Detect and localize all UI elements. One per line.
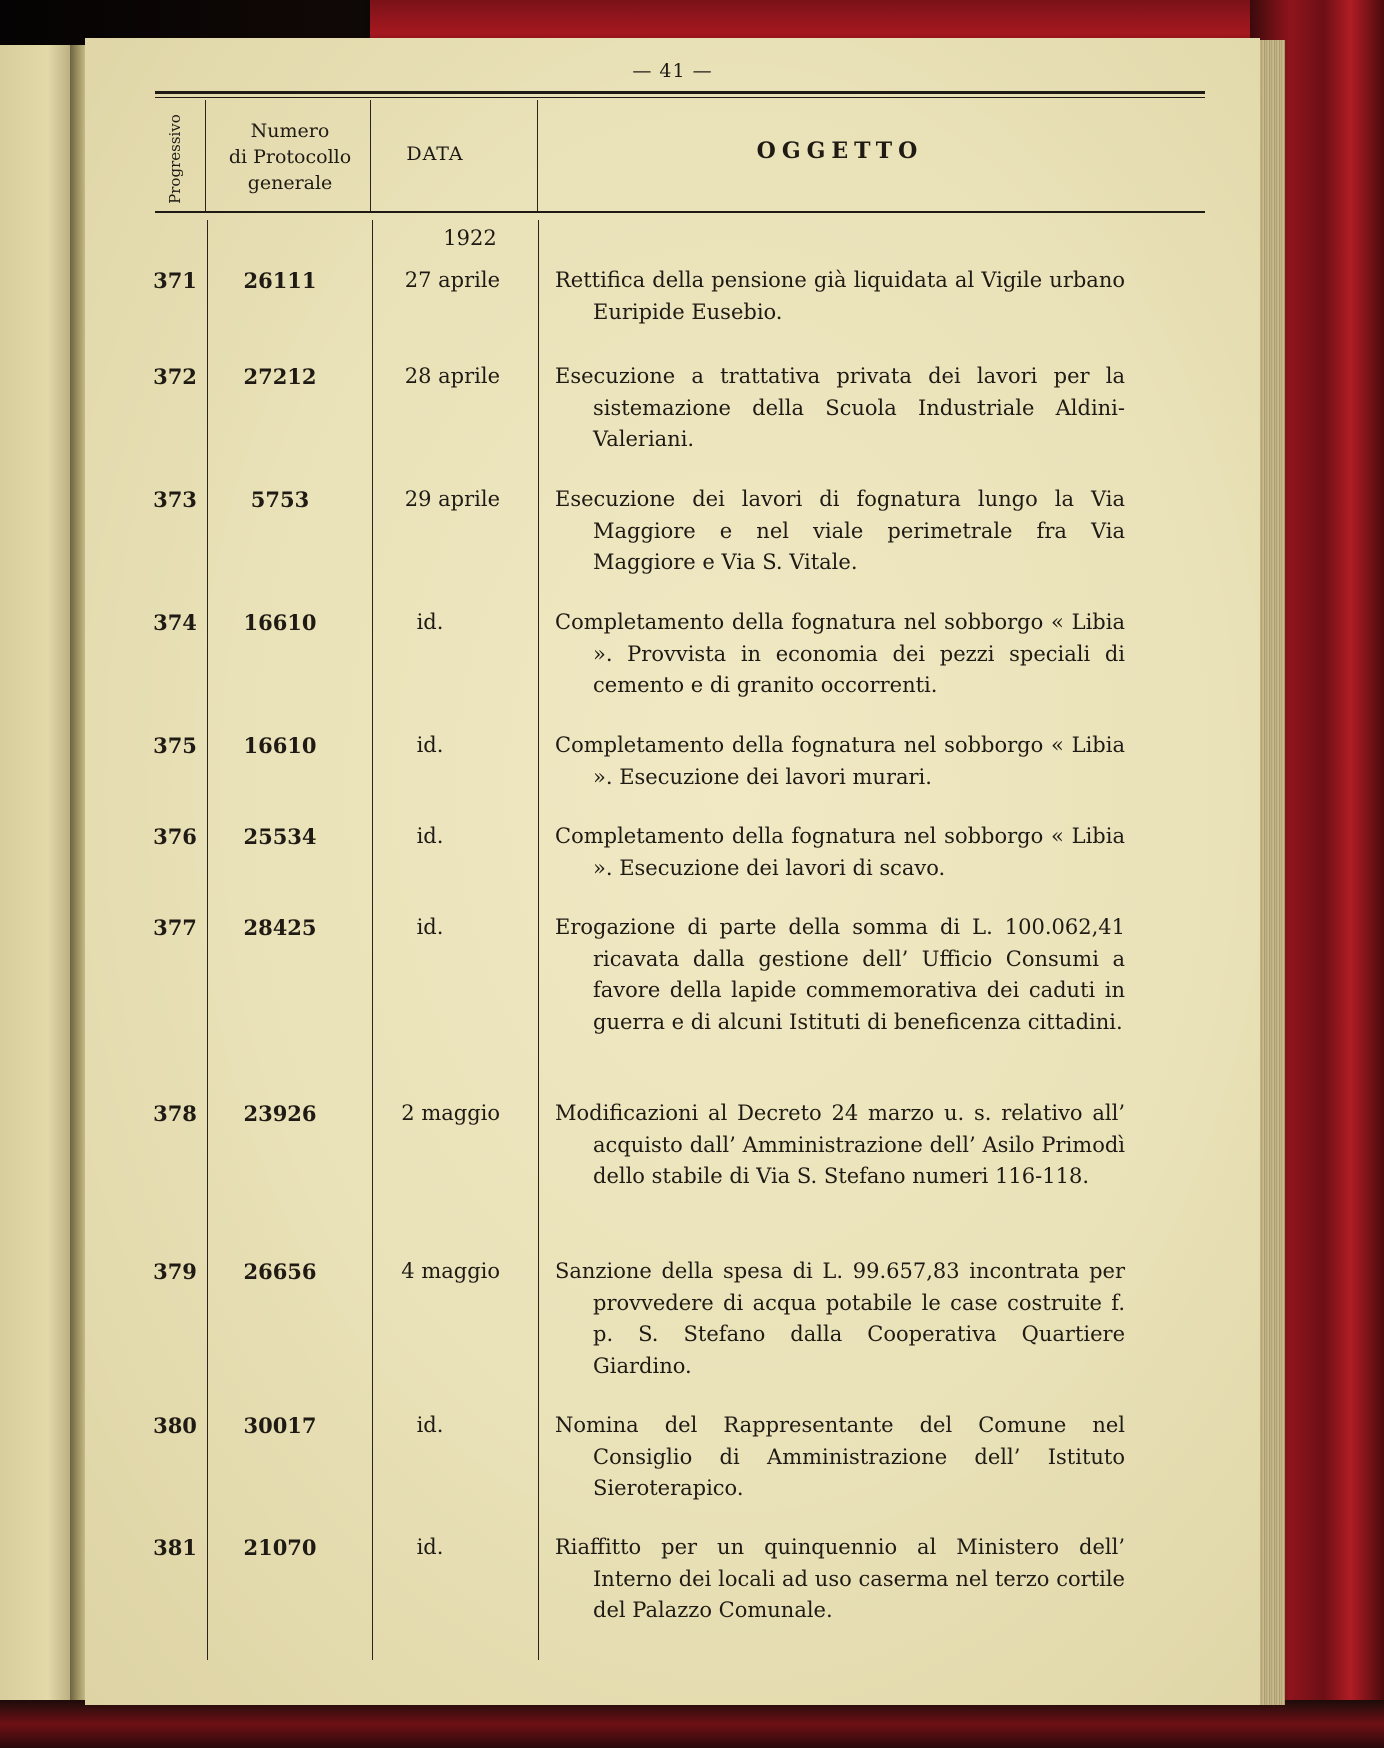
entry-date: 29 aprile — [404, 487, 500, 511]
entry-date: 4 maggio — [401, 1259, 500, 1283]
entry-oggetto: Sanzione della spesa di L. 99.657,83 incontrata per provvedere di acqua potabile le case costruite f. p. S. Stefano dalla Cooperativa Quartiere Giardino. — [555, 1259, 1125, 1378]
entry-oggetto: Completamento della fognatura nel sobborgo « Libia ». Esecuzione dei lavori di scavo. — [555, 824, 1125, 880]
entry-progressivo: 380 — [153, 1413, 197, 1438]
column-divider-1-body — [207, 220, 208, 1660]
entry-date: 28 aprile — [404, 364, 500, 388]
header-oggetto: OGGETTO — [756, 138, 924, 164]
left-page-edge — [0, 45, 80, 1700]
entry-date: id. — [416, 733, 444, 757]
entry-protocollo: 16610 — [243, 610, 317, 635]
entry-protocollo: 26656 — [243, 1259, 317, 1284]
entry-oggetto: Completamento della fognatura nel sobborgo « Libia ». Provvista in economia dei pezzi speciali di cemento e di granito occorrenti. — [555, 610, 1125, 697]
entry-date: id. — [416, 915, 444, 939]
header-progressivo — [147, 113, 203, 205]
ledger-page — [85, 38, 1260, 1705]
entry-oggetto: Esecuzione a trattativa privata dei lavori per la sistemazione della Scuola Industriale Aldini-Valeriani. — [555, 364, 1125, 451]
entry-oggetto: Modificazioni al Decreto 24 marzo u. s. relativo all’ acquisto dall’ Amministrazione dell’ Asilo Primodì dello stabile di Via S. Stefano numeri 116-118. — [555, 1101, 1125, 1188]
entry-protocollo: 26111 — [243, 268, 317, 293]
entry-progressivo: 378 — [153, 1101, 197, 1126]
page-number: — 41 — — [632, 60, 713, 82]
entry-protocollo: 25534 — [243, 824, 317, 849]
entry-progressivo: 375 — [153, 733, 197, 758]
entry-progressivo: 373 — [153, 487, 197, 512]
entry-oggetto: Completamento della fognatura nel sobborgo « Libia ». Esecuzione dei lavori murari. — [555, 733, 1125, 789]
header-numero-protocollo: Numero di Protocollo generale — [228, 120, 352, 194]
entry-oggetto: Nomina del Rappresentante del Comune nel Consiglio di Amministrazione dell’ Istituto Sieroterapico. — [555, 1413, 1125, 1500]
column-divider-3-body — [538, 220, 539, 1660]
entry-progressivo: 381 — [153, 1535, 197, 1560]
year-label: 1922 — [443, 226, 497, 250]
entry-oggetto: Esecuzione dei lavori di fognatura lungo la Via Maggiore e nel viale perimetrale fra Via Maggiore e Via S. Vitale. — [555, 487, 1125, 574]
entry-date: id. — [416, 610, 444, 634]
entry-oggetto: Riaffitto per un quinquennio al Ministero dell’ Interno dei locali ad uso caserma nel terzo cortile del Palazzo Comunale. — [555, 1535, 1125, 1622]
entry-protocollo: 28425 — [243, 915, 317, 940]
entry-oggetto: Erogazione di parte della somma di L. 100.062,41 ricavata dalla gestione dell’ Ufficio Consumi a favore della lapide commemorativa dei caduti in guerra e di alcuni Istituti di beneficenza cittadini. — [555, 915, 1125, 1034]
binding-cover-bottom — [0, 1700, 1384, 1748]
header-progressivo-label: Progressivo — [166, 114, 184, 204]
entry-protocollo: 30017 — [243, 1413, 317, 1438]
entry-progressivo: 376 — [153, 824, 197, 849]
entry-protocollo: 16610 — [243, 733, 317, 758]
header-rule-thick — [155, 91, 1205, 94]
entry-protocollo: 21070 — [243, 1535, 317, 1560]
entry-progressivo: 374 — [153, 610, 197, 635]
entry-progressivo: 379 — [153, 1259, 197, 1284]
entry-progressivo: 372 — [153, 364, 197, 389]
entry-date: id. — [416, 1413, 444, 1437]
entry-date: 2 maggio — [401, 1101, 500, 1125]
header-rule-bottom — [155, 211, 1205, 213]
header-data: DATA — [406, 143, 464, 165]
entry-oggetto: Rettifica della pensione già liquidata al Vigile urbano Euripide Eusebio. — [555, 268, 1125, 324]
entry-date: id. — [416, 1535, 444, 1559]
entry-progressivo: 371 — [153, 268, 197, 293]
entry-date: id. — [416, 824, 444, 848]
entry-protocollo: 5753 — [250, 487, 310, 512]
entry-protocollo: 23926 — [243, 1101, 317, 1126]
entry-date: 27 aprile — [404, 268, 500, 292]
header-rule-thin — [155, 97, 1205, 98]
entry-protocollo: 27212 — [243, 364, 317, 389]
entry-progressivo: 377 — [153, 915, 197, 940]
